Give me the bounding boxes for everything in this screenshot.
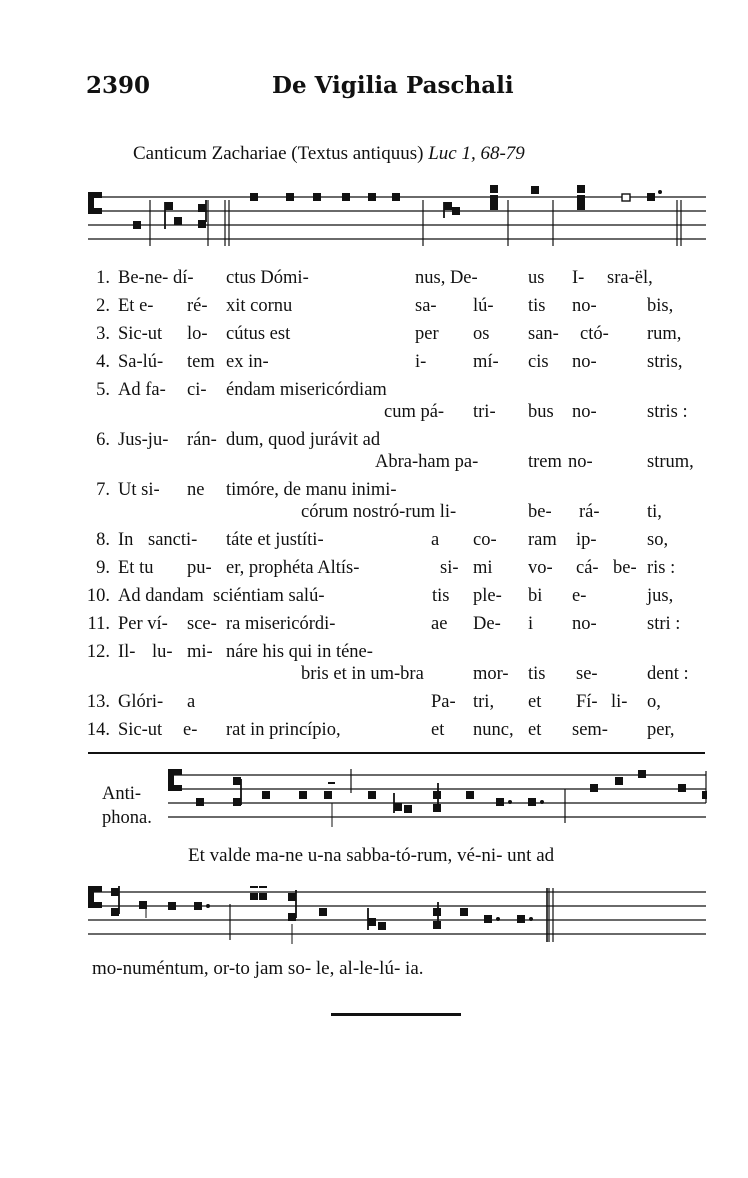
verse-number: 11. xyxy=(87,614,110,634)
verse-syllable: lu- xyxy=(152,642,173,662)
verse-syllable: tis xyxy=(432,586,450,606)
verse-syllable: mi xyxy=(473,558,493,578)
verse-syllable: stri : xyxy=(647,614,681,634)
verse-syllable: ré- xyxy=(187,296,208,316)
verse-syllable: éndam misericórdiam xyxy=(226,380,387,400)
verse-syllable: rum, xyxy=(647,324,682,344)
verse-syllable: córum nostró-rum li- xyxy=(301,502,457,522)
verse-syllable: vo- xyxy=(528,558,553,578)
verse-syllable: sem- xyxy=(572,720,608,740)
verse-syllable: per xyxy=(415,324,439,344)
verse-syllable: bi xyxy=(528,586,543,606)
antiphon-lyrics-line1: Et valde ma-ne u-na sabba-tó-rum, vé-ni- unt ad xyxy=(188,845,555,866)
verse-syllable: mí- xyxy=(473,352,499,372)
verse-syllable: ple- xyxy=(473,586,502,606)
verse-continuation xyxy=(0,502,748,526)
verse-syllable: Per ví- xyxy=(118,614,168,634)
verse-syllable: rán- xyxy=(187,430,217,450)
verse-syllable: Et e- xyxy=(118,296,154,316)
verse-number: 12. xyxy=(86,642,110,662)
verse-syllable: no- xyxy=(572,296,597,316)
antiphon-label-line2: phona. xyxy=(102,808,152,828)
verse-syllable: et xyxy=(528,720,542,740)
verse-number: 6. xyxy=(96,430,110,450)
verse-syllable: Glóri- xyxy=(118,692,164,712)
verse-syllable: In xyxy=(118,530,134,550)
verse-syllable: per, xyxy=(647,720,675,740)
verse-row xyxy=(0,296,748,320)
verse-row xyxy=(0,692,748,716)
verse-row xyxy=(0,558,748,582)
verse-number: 14. xyxy=(86,720,110,740)
verse-syllable: stris, xyxy=(647,352,683,372)
verse-continuation xyxy=(0,664,748,688)
verse-syllable: sa- xyxy=(415,296,437,316)
verse-syllable: ram xyxy=(528,530,557,550)
verse-syllable: Sic-ut xyxy=(118,324,163,344)
verse-syllable: Ad dandam xyxy=(118,586,204,606)
verse-syllable: ti, xyxy=(647,502,662,522)
verse-syllable: us xyxy=(528,268,545,288)
verse-syllable: timóre, de manu inimi- xyxy=(226,480,397,500)
verse-row xyxy=(0,352,748,376)
verse-syllable: li- xyxy=(611,692,628,712)
closing-rule xyxy=(331,1013,461,1016)
verse-row xyxy=(0,530,748,554)
verse-syllable: Ad fa- xyxy=(118,380,166,400)
verse-syllable: cá- xyxy=(576,558,599,578)
verse-syllable: Il- xyxy=(118,642,136,662)
verse-syllable: no- xyxy=(568,452,593,472)
verse-syllable: ctó- xyxy=(580,324,609,344)
verse-number: 4. xyxy=(96,352,110,372)
verse-syllable: i xyxy=(528,614,534,634)
verse-number: 9. xyxy=(96,558,110,578)
antiphon-staff-2 xyxy=(0,878,748,948)
page-number: 2390 xyxy=(86,72,151,99)
verse-row xyxy=(0,614,748,638)
verse-row xyxy=(0,268,748,292)
verse-syllable: Jus-ju- xyxy=(118,430,169,450)
verse-syllable: o, xyxy=(647,692,661,712)
verse-row xyxy=(0,480,748,504)
verse-row xyxy=(0,642,748,666)
verse-number: 3. xyxy=(96,324,110,344)
verse-syllable: trem xyxy=(528,452,562,472)
verse-syllable: bis, xyxy=(647,296,674,316)
verse-syllable: ex in- xyxy=(226,352,269,372)
verse-syllable: sancti- xyxy=(148,530,198,550)
verse-syllable: rat in princípio, xyxy=(226,720,341,740)
verse-syllable: Sic-ut xyxy=(118,720,163,740)
verse-continuation xyxy=(0,452,748,476)
verse-syllable: so, xyxy=(647,530,669,550)
verse-syllable: mi- xyxy=(187,642,213,662)
verse-syllable: strum, xyxy=(647,452,694,472)
canticle-reference: Luc 1, 68-79 xyxy=(428,143,525,164)
verse-syllable: i- xyxy=(415,352,427,372)
verse-syllable: dent : xyxy=(647,664,689,684)
verse-number: 10. xyxy=(86,586,110,606)
verse-syllable: rá- xyxy=(579,502,600,522)
verse-syllable: Sa-lú- xyxy=(118,352,164,372)
verse-number: 7. xyxy=(96,480,110,500)
verse-syllable: ip- xyxy=(576,530,597,550)
verse-syllable: bus xyxy=(528,402,554,422)
verse-syllable: tri, xyxy=(473,692,495,712)
canticle-title-main: Canticum Zachariae (Textus antiquus) xyxy=(133,143,424,164)
verse-syllable: nunc, xyxy=(473,720,514,740)
verse-syllable: mor- xyxy=(473,664,509,684)
verse-syllable: be- xyxy=(613,558,637,578)
verse-syllable: ae xyxy=(431,614,448,634)
canticle-title xyxy=(133,143,525,165)
verse-syllable: dum, quod jurávit ad xyxy=(226,430,381,450)
verse-syllable: sra-ël, xyxy=(607,268,653,288)
verse-syllable: a xyxy=(187,692,196,712)
verse-syllable: et xyxy=(528,692,542,712)
verse-syllable: tis xyxy=(528,664,546,684)
section-rule xyxy=(88,752,705,754)
verse-syllable: san- xyxy=(528,324,559,344)
verse-number: 1. xyxy=(96,268,110,288)
verse-syllable: si- xyxy=(440,558,459,578)
verse-syllable: tem xyxy=(187,352,215,372)
verse-syllable: co- xyxy=(473,530,497,550)
verse-row xyxy=(0,430,748,454)
verse-number: 2. xyxy=(96,296,110,316)
verse-syllable: Ut si- xyxy=(118,480,160,500)
verse-continuation xyxy=(0,402,748,426)
verse-row xyxy=(0,380,748,404)
verse-syllable: Et tu xyxy=(118,558,154,578)
verse-syllable: cis xyxy=(528,352,549,372)
canticle-tone-staff xyxy=(0,180,748,260)
verse-syllable: Be-ne- dí- xyxy=(118,268,194,288)
verse-syllable: táte et justíti- xyxy=(226,530,324,550)
verse-syllable: sciéntiam salú- xyxy=(213,586,325,606)
verse-syllable: Pa- xyxy=(431,692,456,712)
verse-syllable: ne xyxy=(187,480,205,500)
verse-syllable: ra misericórdi- xyxy=(226,614,336,634)
verse-syllable: sce- xyxy=(187,614,217,634)
verse-syllable: stris : xyxy=(647,402,688,422)
verse-syllable: pu- xyxy=(187,558,212,578)
verse-syllable: e- xyxy=(183,720,198,740)
verse-row xyxy=(0,720,748,744)
verse-syllable: no- xyxy=(572,402,597,422)
running-title: De Vigilia Paschali xyxy=(272,72,514,99)
verse-syllable: no- xyxy=(572,614,597,634)
verse-syllable: e- xyxy=(572,586,587,606)
verse-syllable: nus, De- xyxy=(415,268,478,288)
verse-syllable: ctus Dómi- xyxy=(226,268,309,288)
antiphon-label-line1: Anti- xyxy=(102,784,142,804)
antiphon-staff-1 xyxy=(0,765,748,835)
verse-syllable: ris : xyxy=(647,558,676,578)
verse-row xyxy=(0,586,748,610)
verse-syllable: lú- xyxy=(473,296,494,316)
verse-syllable: no- xyxy=(572,352,597,372)
antiphon-lyrics-line2: mo-numéntum, or-to jam so- le, al-le-lú- ia. xyxy=(92,958,424,979)
verse-syllable: náre his qui in téne- xyxy=(226,642,373,662)
verse-number: 13. xyxy=(86,692,110,712)
verse-syllable: be- xyxy=(528,502,552,522)
verse-syllable: cum pá- xyxy=(384,402,445,422)
verse-number: 8. xyxy=(96,530,110,550)
verse-syllable: bris et in um-bra xyxy=(301,664,424,684)
verse-row xyxy=(0,324,748,348)
verse-syllable: os xyxy=(473,324,490,344)
verse-syllable: lo- xyxy=(187,324,208,344)
verse-syllable: se- xyxy=(576,664,598,684)
verse-syllable: et xyxy=(431,720,445,740)
verse-syllable: Fí- xyxy=(576,692,598,712)
verse-syllable: ci- xyxy=(187,380,207,400)
verse-syllable: cútus est xyxy=(226,324,291,344)
verse-syllable: er, prophéta Altís- xyxy=(226,558,360,578)
verse-syllable: De- xyxy=(473,614,501,634)
verse-number: 5. xyxy=(96,380,110,400)
verse-syllable: a xyxy=(431,530,440,550)
verse-syllable: Abra-ham pa- xyxy=(375,452,479,472)
verse-syllable: jus, xyxy=(647,586,674,606)
verse-syllable: tri- xyxy=(473,402,496,422)
verse-syllable: tis xyxy=(528,296,546,316)
verse-syllable: I- xyxy=(572,268,585,288)
verse-syllable: xit cornu xyxy=(226,296,293,316)
